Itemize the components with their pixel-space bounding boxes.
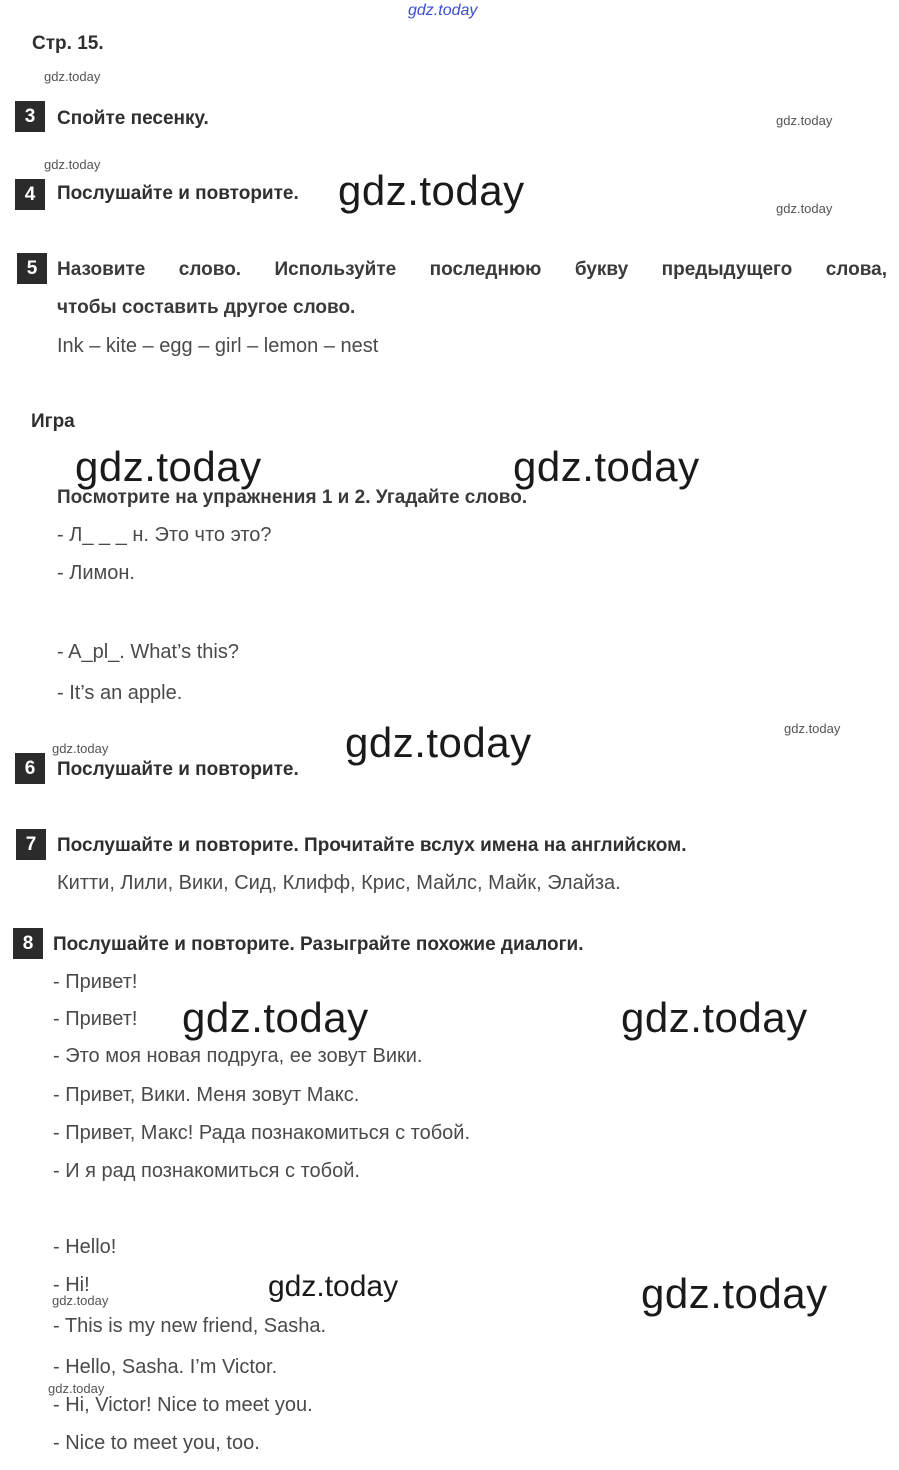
exercise-number-7: 7 bbox=[16, 829, 46, 860]
exercise-5-title-line1: Назовите слово. Используйте последнюю букву предыдущего слова, bbox=[57, 259, 887, 280]
game-title: Посмотрите на упражнения 1 и 2. Угадайте слово. bbox=[57, 487, 528, 508]
watermark-large: gdz.today bbox=[513, 443, 700, 490]
exercise-6-title: Послушайте и повторите. bbox=[57, 759, 299, 780]
watermark-small: gdz.today bbox=[52, 1293, 109, 1308]
exercise-4-title: Послушайте и повторите. bbox=[57, 183, 299, 204]
dialog-en-line-5: - Hi, Victor! Nice to meet you. bbox=[53, 1394, 313, 1416]
watermark-large: gdz.today bbox=[182, 994, 369, 1041]
dialog-ru-line-6: - И я рад познакомиться с тобой. bbox=[53, 1160, 360, 1182]
page-title: Стр. 15. bbox=[32, 33, 104, 54]
game-line-ru-1: - Л_ _ _ н. Это что это? bbox=[57, 524, 272, 546]
watermark-small: gdz.today bbox=[48, 1381, 105, 1396]
watermark-small: gdz.today bbox=[776, 113, 833, 128]
dialog-en-line-3: - This is my new friend, Sasha. bbox=[53, 1315, 327, 1337]
dialog-ru-line-1: - Привет! bbox=[53, 971, 138, 993]
exercise-number-3: 3 bbox=[15, 101, 45, 132]
watermark-medium: gdz.today bbox=[268, 1270, 399, 1303]
game-line-ru-2: - Лимон. bbox=[57, 562, 135, 584]
dialog-ru-line-2: - Привет! bbox=[53, 1008, 138, 1030]
dialog-ru-line-3: - Это моя новая подруга, ее зовут Вики. bbox=[53, 1045, 423, 1067]
watermark-top: gdz.today bbox=[408, 2, 478, 19]
watermark-large: gdz.today bbox=[75, 443, 262, 490]
exercise-number-5: 5 bbox=[17, 253, 47, 284]
watermark-small: gdz.today bbox=[44, 69, 101, 84]
dialog-en-line-6: - Nice to meet you, too. bbox=[53, 1432, 260, 1454]
exercise-number-4: 4 bbox=[15, 179, 45, 210]
dialog-en-line-4: - Hello, Sasha. I’m Victor. bbox=[53, 1356, 278, 1378]
exercise-7-answer: Китти, Лили, Вики, Сид, Клифф, Крис, Майлс, Майк, Элайза. bbox=[57, 872, 621, 894]
exercise-number-6: 6 bbox=[15, 753, 45, 784]
watermark-small: gdz.today bbox=[52, 741, 109, 756]
game-line-en-1: - A_pl_. What’s this? bbox=[57, 641, 239, 663]
dialog-ru-line-4: - Привет, Вики. Меня зовут Макс. bbox=[53, 1084, 360, 1106]
game-line-en-2: - It’s an apple. bbox=[57, 682, 183, 704]
watermark-large: gdz.today bbox=[621, 994, 808, 1041]
dialog-ru-line-5: - Привет, Макс! Рада познакомиться с тобой. bbox=[53, 1122, 471, 1144]
exercise-number-8: 8 bbox=[13, 928, 43, 959]
exercise-8-title: Послушайте и повторите. Разыграйте похожие диалоги. bbox=[53, 934, 584, 955]
watermark-small: gdz.today bbox=[44, 157, 101, 172]
watermark-small: gdz.today bbox=[776, 201, 833, 216]
exercise-7-title: Послушайте и повторите. Прочитайте вслух имена на английском. bbox=[57, 835, 687, 856]
exercise-5-title-line2: чтобы составить другое слово. bbox=[57, 297, 356, 318]
dialog-en-line-2: - Hi! bbox=[53, 1274, 90, 1296]
exercise-5-answer: Ink – kite – egg – girl – lemon – nest bbox=[57, 335, 379, 357]
watermark-large: gdz.today bbox=[338, 167, 525, 214]
watermark-large: gdz.today bbox=[345, 719, 532, 766]
exercise-3-title: Спойте песенку. bbox=[57, 108, 209, 129]
watermark-large: gdz.today bbox=[641, 1270, 828, 1317]
watermark-small: gdz.today bbox=[784, 721, 841, 736]
dialog-en-line-1: - Hello! bbox=[53, 1236, 117, 1258]
game-heading: Игра bbox=[31, 411, 75, 432]
